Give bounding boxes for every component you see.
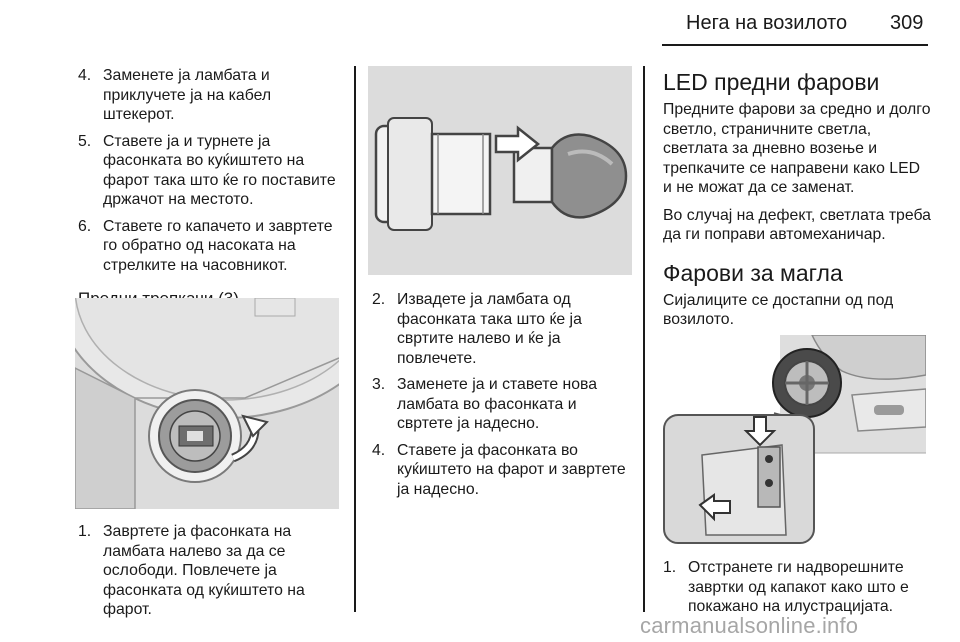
bulb-removal-illustration (368, 66, 632, 275)
list-item: 3. Заменете ја и ставете нова ламбата во фасонката и свртете ја надесно. (372, 376, 598, 432)
list-item: 4. Заменете ја ламбата и приклучете ја на кабел штекерот. (78, 67, 272, 123)
middle-column (372, 290, 634, 506)
header-rule (662, 44, 928, 46)
heading-fog-lights: Фарови за магла (663, 259, 843, 286)
fog-light-cover-illustration (662, 335, 926, 546)
watermark: carmanualsonline.info (640, 613, 859, 638)
list-item: 4. Ставете ја фасонката во куќиштето на фарот и завртете ја надесно. (372, 441, 626, 498)
socket-drawing (75, 298, 339, 509)
left-steps-list (78, 66, 346, 275)
column-divider-right (643, 66, 645, 612)
list-item: 5. Ставете ја и турнете ја фасонката во куќиштето на фарот така што ќе го поставите држачот на местото. (78, 132, 336, 208)
page-number: 309 (890, 12, 924, 34)
heading-led-headlights: LED предни фарови (663, 69, 880, 95)
led-paragraph-2: Во случај на дефект, светлата треба да ги поправи автомеханичар. (663, 206, 931, 243)
right-column (663, 68, 931, 338)
list-item: 1. Завртете ја фасонката на ламбата налево за да се ослободи. Повлечете ја фасонката од куќиштето на фарот. (78, 523, 305, 618)
fog-cover-drawing (662, 335, 926, 546)
front-indicator-socket-illustration (75, 298, 339, 509)
running-header-title: Нега на возилото (686, 12, 848, 34)
list-item: 6. Ставете го капачето и завртете го обратно од насоката на стрелките на часовникот. (78, 217, 333, 274)
bulb-drawing (368, 66, 632, 275)
left-column (78, 66, 346, 309)
left-steps-list-2 (78, 522, 346, 620)
list-item: 1. Отстранете ги надворешните завртки од капакот како што е покажано на илустрацијата. (663, 559, 909, 615)
middle-steps-list (372, 290, 634, 499)
column-divider-left (354, 66, 356, 612)
led-paragraph-1: Предните фарови за средно и долго светло, страничните светла, светлата за дневно возење и трепкачите се направени како LED и не можат да се заменат. (663, 101, 931, 196)
fog-paragraph: Сијалиците се достапни од под возилото. (663, 291, 894, 328)
list-item: 2. Извадете ја ламбата од фасонката така што ќе ја свртите налево и ќе ја повлечете. (372, 291, 582, 367)
right-steps-list (663, 558, 931, 617)
